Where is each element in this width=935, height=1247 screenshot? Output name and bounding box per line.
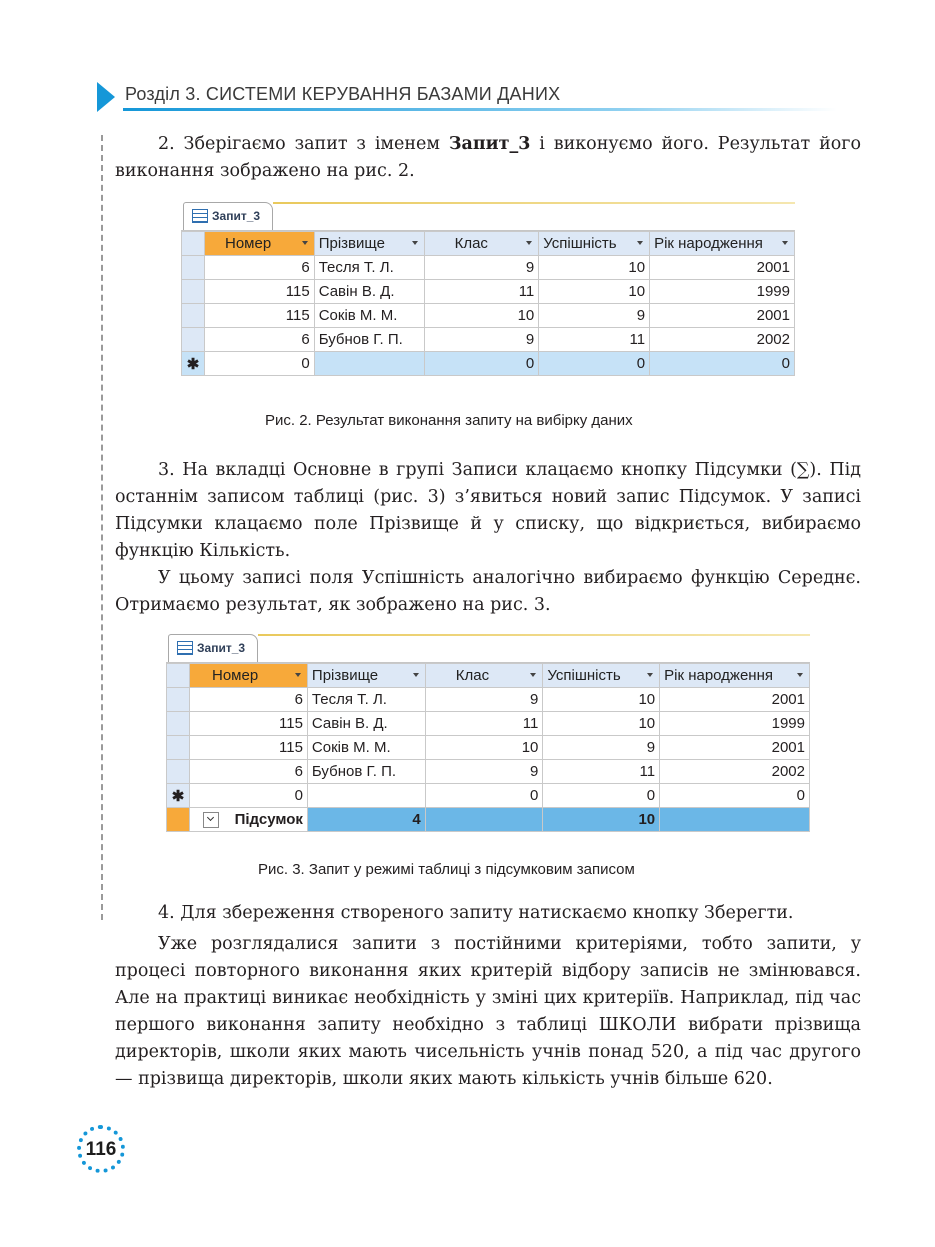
table-row [182, 304, 795, 328]
tab-query3[interactable] [183, 202, 273, 230]
cell-birth-year[interactable]: 2001 [650, 304, 795, 328]
margin-dashed-line [101, 135, 103, 920]
column-header-label: Рік народження [654, 235, 763, 252]
cell-success[interactable]: 10 [539, 280, 650, 304]
paragraph-step-2 [115, 131, 861, 185]
cell-surname[interactable]: Бубнов Г. П. [307, 760, 425, 784]
cell-surname[interactable] [307, 784, 425, 808]
step-text-end: і виконуємо його. Результат його виконання зображено на рис. 2. [115, 134, 861, 181]
dropdown-arrow-icon[interactable] [413, 673, 419, 677]
cell-birth-year[interactable]: 2001 [660, 736, 810, 760]
column-header-surname[interactable] [314, 232, 424, 256]
cell-surname[interactable]: Савін В. Д. [307, 712, 425, 736]
cell-surname[interactable]: Соків М. М. [307, 736, 425, 760]
row-selector[interactable] [182, 328, 205, 352]
dropdown-arrow-icon[interactable] [302, 241, 308, 245]
header-triangle-icon [97, 82, 115, 112]
column-header-label: Успішність [547, 667, 621, 684]
column-header-surname[interactable] [307, 664, 425, 688]
table-row [182, 280, 795, 304]
column-header-label: Номер [211, 667, 259, 684]
cell-class[interactable]: 9 [424, 328, 539, 352]
column-header-label: Прізвище [318, 235, 385, 252]
new-record-row [182, 352, 795, 376]
select-all-corner[interactable] [182, 232, 205, 256]
cell-success[interactable]: 10 [539, 256, 650, 280]
cell-surname[interactable]: Тесля Т. Л. [307, 688, 425, 712]
row-selector[interactable] [167, 760, 190, 784]
cell-success[interactable]: 9 [543, 736, 660, 760]
dropdown-arrow-icon[interactable] [637, 241, 643, 245]
cell-number[interactable]: 115 [204, 280, 314, 304]
cell-number[interactable]: 0 [189, 784, 307, 808]
row-selector[interactable] [182, 256, 205, 280]
cell-success[interactable]: 11 [543, 760, 660, 784]
total-birth-year[interactable] [660, 808, 810, 832]
dropdown-arrow-icon[interactable] [526, 241, 532, 245]
row-selector[interactable] [167, 712, 190, 736]
total-success-average[interactable]: 10 [543, 808, 660, 832]
new-record-row [167, 784, 810, 808]
page-number-badge [77, 1125, 125, 1173]
cell-birth-year[interactable]: 0 [660, 784, 810, 808]
column-header-label: Клас [454, 235, 488, 252]
column-header-label: Номер [224, 235, 272, 252]
table-row [167, 760, 810, 784]
tab-bar [181, 200, 795, 231]
column-header-number[interactable] [189, 664, 307, 688]
cell-surname[interactable]: Бубнов Г. П. [314, 328, 424, 352]
cell-class[interactable]: 9 [425, 688, 543, 712]
row-selector[interactable] [167, 736, 190, 760]
column-header-birth-year[interactable] [660, 664, 810, 688]
dropdown-arrow-icon[interactable] [782, 241, 788, 245]
cell-class[interactable]: 9 [425, 760, 543, 784]
cell-number[interactable]: 6 [189, 688, 307, 712]
column-header-label: Клас [455, 667, 490, 684]
cell-number[interactable]: 115 [189, 712, 307, 736]
figure-caption-2: Рис. 2. Результат виконання запиту на вибірку даних [265, 412, 633, 429]
column-header-label: Прізвище [311, 667, 379, 684]
row-selector[interactable] [182, 280, 205, 304]
row-selector[interactable] [182, 304, 205, 328]
dropdown-arrow-icon[interactable] [647, 673, 653, 677]
cell-number[interactable]: 6 [204, 256, 314, 280]
column-header-label: Успішність [543, 235, 617, 252]
tab-bar-line [258, 634, 810, 636]
cell-surname[interactable]: Савін В. Д. [314, 280, 424, 304]
chapter-title: Розділ 3. СИСТЕМИ КЕРУВАННЯ БАЗАМИ ДАНИХ [125, 84, 561, 104]
cell-surname[interactable] [314, 352, 424, 376]
cell-class[interactable]: 11 [425, 712, 543, 736]
step-text: Зберігаємо запит з іменем [174, 134, 449, 154]
cell-surname[interactable]: Соків М. М. [314, 304, 424, 328]
paragraph-step-3: 3. На вкладці Основне в групі Записи клацаємо кнопку Підсумки (∑). Під останнім записом таблиці (рис. 3) з’явиться новий запис Підсумок. У записі Підсумки клацаємо поле Прізвище й у списку, що відкриється, вибираємо функцію Кількість. [115, 460, 861, 561]
cell-class[interactable]: 10 [425, 736, 543, 760]
table-row [167, 736, 810, 760]
cell-success[interactable]: 0 [539, 352, 650, 376]
tab-label: Запит_3 [197, 641, 246, 655]
query-table-fig2 [181, 200, 795, 376]
chevron-down-icon[interactable] [203, 812, 219, 828]
tab-bar [166, 632, 810, 663]
dropdown-arrow-icon[interactable] [530, 673, 536, 677]
row-selector[interactable] [167, 688, 190, 712]
select-all-corner[interactable] [167, 664, 190, 688]
total-label: Підсумок [234, 810, 303, 828]
chapter-header [97, 80, 837, 114]
cell-number[interactable]: 6 [204, 328, 314, 352]
cell-success[interactable]: 10 [543, 712, 660, 736]
cell-birth-year[interactable]: 1999 [650, 280, 795, 304]
cell-success[interactable]: 9 [539, 304, 650, 328]
total-class[interactable] [425, 808, 543, 832]
column-header-class[interactable] [425, 664, 543, 688]
cell-class[interactable]: 10 [424, 304, 539, 328]
cell-birth-year[interactable]: 2001 [660, 688, 810, 712]
dropdown-arrow-icon[interactable] [412, 241, 418, 245]
dropdown-arrow-icon[interactable] [797, 673, 803, 677]
tab-label: Запит_3 [212, 209, 261, 223]
query-icon [192, 209, 208, 223]
table-row [182, 328, 795, 352]
column-header-label: Рік народження [664, 667, 773, 684]
cell-class[interactable]: 0 [424, 352, 539, 376]
cell-birth-year[interactable]: 0 [650, 352, 795, 376]
paragraph-success: У цьому записі поля Успішність аналогічно вибираємо функцію Середнє. Отримаємо результат, як зображено на рис. 3. [115, 568, 861, 615]
figure-caption-3: Рис. 3. Запит у режимі таблиці з підсумковим записом [258, 861, 635, 878]
total-surname-count[interactable]: 4 [307, 808, 425, 832]
column-header-number[interactable] [204, 232, 314, 256]
column-header-birth-year[interactable] [650, 232, 795, 256]
query-table-fig3 [166, 632, 810, 832]
cell-success[interactable]: 0 [543, 784, 660, 808]
query-icon [177, 641, 193, 655]
column-header-class[interactable] [424, 232, 539, 256]
cell-birth-year[interactable]: 2002 [660, 760, 810, 784]
cell-birth-year[interactable]: 2002 [650, 328, 795, 352]
cell-success[interactable]: 11 [539, 328, 650, 352]
column-header-success[interactable] [539, 232, 650, 256]
table-row [167, 688, 810, 712]
total-row-selector[interactable] [167, 808, 190, 832]
column-header-success[interactable] [543, 664, 660, 688]
new-record-icon: ✱ [167, 784, 190, 808]
cell-class[interactable]: 11 [424, 280, 539, 304]
step-number: 2. [158, 134, 175, 154]
page-number: 116 [85, 1139, 117, 1160]
datasheet-grid [181, 231, 795, 376]
paragraph-step-4: 4. Для збереження створеного запиту натискаємо кнопку Зберегти. [158, 903, 794, 923]
new-record-icon: ✱ [182, 352, 205, 376]
cell-number[interactable]: 6 [189, 760, 307, 784]
tab-bar-line [273, 202, 795, 204]
table-row [182, 256, 795, 280]
header-row [182, 232, 795, 256]
dropdown-arrow-icon[interactable] [295, 673, 301, 677]
cell-birth-year[interactable]: 1999 [660, 712, 810, 736]
table-row [167, 712, 810, 736]
total-label-cell[interactable] [189, 808, 307, 832]
cell-class[interactable]: 0 [425, 784, 543, 808]
cell-class[interactable]: 9 [424, 256, 539, 280]
cell-number[interactable]: 115 [204, 304, 314, 328]
cell-birth-year[interactable]: 2001 [650, 256, 795, 280]
header-row [167, 664, 810, 688]
cell-success[interactable]: 10 [543, 688, 660, 712]
paragraph-criteria: Уже розглядалися запити з постійними критеріями, тобто запити, у процесі повторного виконання яких критерій відбору записів не змінювався. Але на практиці виникає необхідність у зміні цих критеріїв. Наприклад, під час першого виконання запиту необхідно з таблиці ШКОЛИ вибрати прізвища директорів, школи яких мають чисельність учнів понад 520, а під час другого — прізвища директорів, школи яких мають кількість учнів більше 620. [115, 934, 861, 1089]
cell-number[interactable]: 0 [204, 352, 314, 376]
cell-surname[interactable]: Тесля Т. Л. [314, 256, 424, 280]
cell-number[interactable]: 115 [189, 736, 307, 760]
tab-query3[interactable] [168, 634, 258, 662]
datasheet-grid [166, 663, 810, 832]
total-row [167, 808, 810, 832]
header-underline [123, 108, 837, 111]
query-name: Запит_3 [448, 134, 531, 154]
